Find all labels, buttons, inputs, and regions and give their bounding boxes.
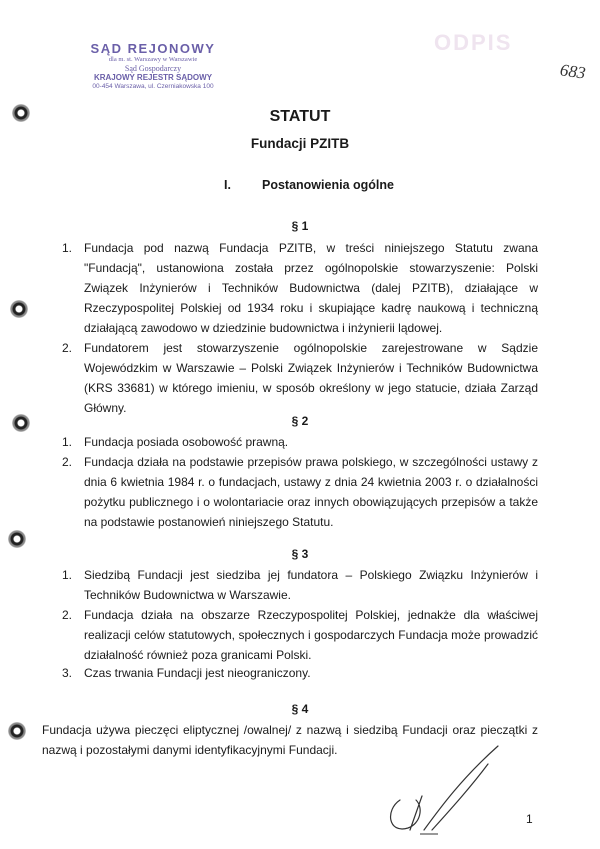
odpis-watermark: ODPIS	[434, 30, 513, 55]
list-item	[62, 605, 538, 665]
list-item	[62, 452, 538, 532]
section-text: Fundacja używa pieczęci eliptycznej /owalnej/ z nazwą i siedzibą Fundacji oraz pieczątki z nazwą i pozostałymi danymi identyfikacyjnymi Fundacji.	[42, 723, 538, 757]
item-number: 1.	[62, 435, 73, 449]
list-item	[62, 565, 538, 605]
item-number: 1.	[62, 568, 73, 582]
stamp-line-4: KRAJOWY REJESTR SĄDOWY	[93, 73, 213, 82]
item-text: Fundacja posiada osobowość prawną.	[84, 435, 289, 449]
item-number: 2.	[62, 608, 73, 622]
item-text: Fundatorem jest stowarzyszenie ogólnopolskie zarejestrowane w Sądzie Wojewódzkim w Warszawie – Polski Związek Inżynierów i Techników Budownictwa (KRS 33681) w którego imieniu, w sposób określony w jego statucie, działa Zarząd Główny.	[84, 341, 538, 415]
chapter-number: I.	[224, 178, 231, 192]
list-item	[62, 238, 538, 338]
item-text: Siedzibą Fundacji jest siedziba jej fundatora – Polskiego Związku Inżynierów i Techników Budownictwa w Warszawie.	[84, 568, 538, 602]
stamp-line-3: Sąd Gospodarczy	[124, 64, 182, 73]
stamp-line-2: dla m. st. Warszawy w Warszawie	[108, 56, 198, 63]
item-number: 2.	[62, 341, 73, 355]
list-item	[62, 432, 538, 452]
section-heading: § 4	[291, 702, 309, 716]
punch-hole-icon	[8, 722, 26, 740]
item-number: 2.	[62, 455, 73, 469]
item-text: Fundacja działa na podstawie przepisów prawa polskiego, w szczególności ustawy z dnia 6 kwietnia 1984 r. o fundacjach, ustawy z dnia 24 kwietnia 2003 r. o działalności pożytku publicznego i o wolontariacie oraz innych obowiązujących przepisów a także na podstawie postanowień niniejszego Statutu.	[84, 455, 538, 529]
page-number: 1	[526, 812, 533, 826]
document-subtitle: Fundacji PZITB	[250, 136, 350, 151]
item-text: Fundacja działa na obszarze Rzeczypospolitej Polskiej, jednakże dla właściwej realizacji celów statutowych, społecznych i gospodarczych Fundacja może prowadzić działalność również poza granicami Polski.	[84, 608, 538, 662]
list-item	[62, 663, 538, 683]
stamp-line-1: SĄD REJONOWY	[90, 41, 216, 56]
item-number: 1.	[62, 241, 73, 255]
item-number: 3.	[62, 666, 73, 680]
chapter-title: Postanowienia ogólne	[262, 178, 394, 192]
list-item	[62, 338, 538, 418]
document-title: STATUT	[269, 108, 331, 125]
item-text: Czas trwania Fundacji jest nieograniczony.	[84, 666, 311, 680]
handwritten-number: 683	[558, 60, 587, 83]
stamp-line-5: 00-454 Warszawa, ul. Czerniakowska 100	[92, 83, 214, 90]
section-heading: § 2	[291, 414, 309, 428]
section-heading: § 3	[291, 547, 309, 561]
section-heading: § 1	[291, 219, 309, 233]
punch-hole-icon	[10, 300, 28, 318]
item-text: Fundacja pod nazwą Fundacja PZITB, w treści niniejszego Statutu zwana "Fundacją", ustanowiona została przez ogólnopolskie stowarzyszenie: Polski Związek Inżynierów i Techników Budownictwa (dalej PZITB), działające w Rzeczypospolitej Polskiej od 1934 roku i skupiające kadrę naukową i techniczną działającą zawodowo w dziedzinie budownictwa i inżynierii lądowej.	[84, 241, 538, 335]
handwritten-signature	[380, 738, 500, 838]
court-stamp	[78, 42, 228, 91]
punch-hole-icon	[8, 530, 26, 548]
